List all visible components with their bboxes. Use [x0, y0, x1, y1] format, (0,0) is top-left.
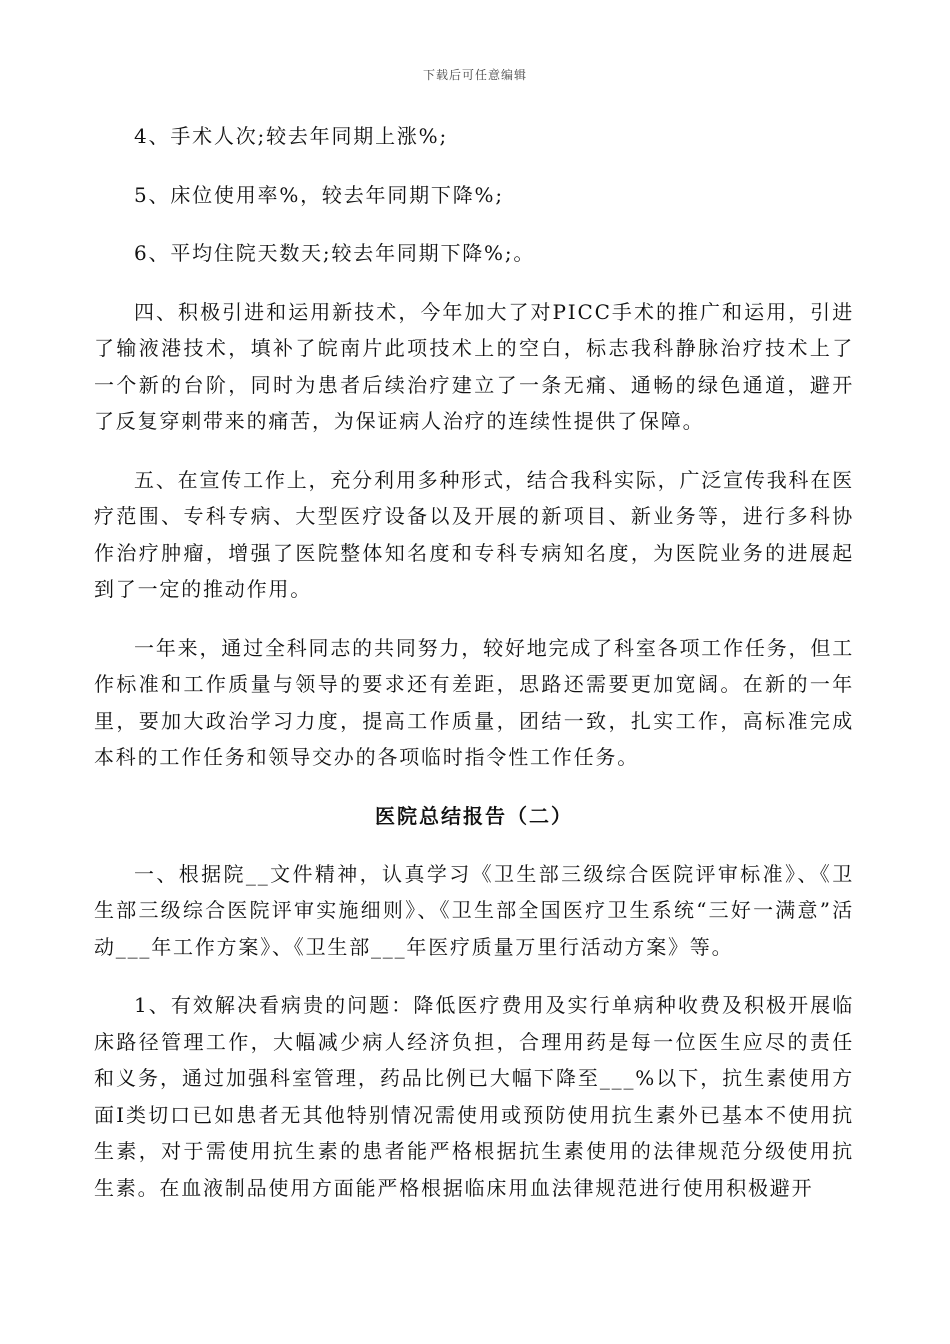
stat-line-hospital-stay: 6、平均住院天数天;较去年同期下降%;。: [134, 241, 536, 265]
stat-line-bed-usage: 5、床位使用率%，较去年同期下降%;: [134, 182, 504, 207]
document-body: [94, 118, 854, 1206]
paragraph-new-technology: 四、积极引进和运用新技术，今年加大了对PICC手术的推广和运用，引进了输液港技术，填补了皖南片此项技术上的空白，标志我科静脉治疗技术上了一个新的台阶，同时为患者后续治疗建立了一条无痛、通畅的绿色通道，避开了反复穿刺带来的痛苦，为保证病人治疗的连续性提供了保障。: [94, 299, 854, 433]
section-title: 医院总结报告（二）: [375, 803, 573, 828]
paragraph-document-study: 一、根据院__文件精神，认真学习《卫生部三级综合医院评审标准》、《卫生部三级综合医院评审实施细则》、《卫生部全国医疗卫生系统“三好一满意”活动___年工作方案》、《卫生部___年医疗质量万里行活动方案》等。: [94, 861, 854, 959]
stat-line-surgery: 4、手术人次;较去年同期上涨%;: [134, 124, 449, 148]
page-header: 下载后可任意编辑: [422, 68, 527, 82]
paragraph-year-summary: 一年来，通过全科同志的共同努力，较好地完成了科室各项工作任务，但工作标准和工作质量与领导的要求还有差距，思路还需要更加宽阔。在新的一年里，要加大政治学习力度，提高工作质量，团结一致，扎实工作，高标准完成本科的工作任务和领导交办的各项临时指令性工作任务。: [94, 635, 854, 769]
paragraph-medical-costs: 1、有效解决看病贵的问题：降低医疗费用及实行单病种收费及积极开展临床路径管理工作，大幅减少病人经济负担，合理用药是每一位医生应尽的责任和义务，通过加强科室管理，药品比例已大幅下降至___%以下，抗生素使用方面Ⅰ类切口已如患者无其他特别情况需使用或预防使用抗生素外已基本不使用抗生素，对于需使用抗生素的患者能严格根据抗生素使用的法律规范分级使用抗生素。在血液制品使用方面能严格根据临床用血法律规范进行使用积极避开: [94, 993, 854, 1200]
paragraph-publicity: 五、在宣传工作上，充分利用多种形式，结合我科实际，广泛宣传我科在医疗范围、专科专病、大型医疗设备以及开展的新项目、新业务等，进行多科协作治疗肿瘤，增强了医院整体知名度和专科专病知名度，为医院业务的进展起到了一定的推动作用。: [94, 467, 854, 601]
